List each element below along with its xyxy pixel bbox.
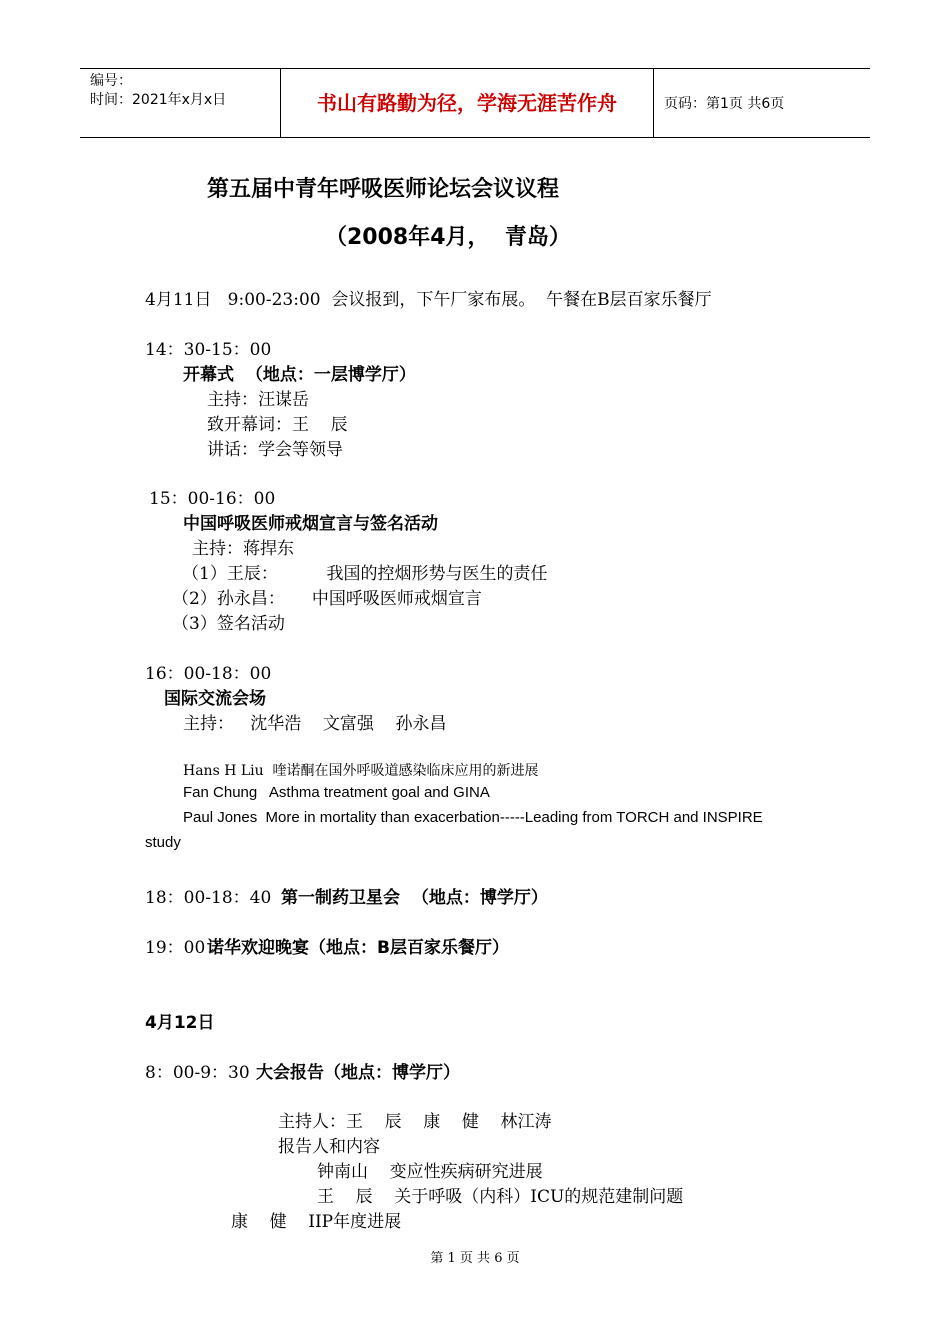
session-host: 主持： 沈华浩 文富强 孙永昌 (183, 714, 447, 734)
report-entry: 王 辰 关于呼吸（内科）ICU的规范建制问题 (317, 1187, 684, 1207)
session-hosts: 主持人：王 辰 康 健 林江涛 (278, 1112, 552, 1132)
page-footer: 第 1 页 共 6 页 (430, 1251, 520, 1266)
header-motto: 书山有路勤为径，学海无涯苦作舟 (281, 69, 654, 137)
report-entry: 康 健 IIP年度进展 (231, 1212, 402, 1232)
report-entry: 钟南山 变应性疾病研究进展 (317, 1162, 543, 1182)
talk-entry: Fan Chung Asthma treatment goal and GINA (183, 784, 490, 801)
talk-entry-continued: study (145, 834, 181, 851)
session-time: 18：00-18：40 (145, 888, 272, 908)
session-time: 15：00-16：00 (149, 489, 276, 509)
time-label: 时间：2021年x月x日 (90, 92, 227, 108)
session-item: （3）签名活动 (172, 614, 285, 634)
header-page-label: 页码：第1页 共6页 (664, 96, 785, 112)
document-subtitle: （2008年4月， 青岛） (325, 225, 571, 250)
session-title: 第一制药卫星会 （地点：博学厅） (281, 888, 548, 908)
session-host: 主持：蒋捍东 (192, 539, 294, 559)
session-speech: 致开幕词：王 辰 (207, 415, 348, 435)
session-time: 16：00-18：00 (145, 664, 272, 684)
session-title: 开幕式 （地点：一层博学厅） (183, 365, 416, 385)
code-label: 编号： (90, 73, 132, 89)
session-title: 大会报告（地点：博学厅） (256, 1063, 460, 1083)
session-title: 国际交流会场 (164, 689, 266, 709)
day2-date: 4月12日 (145, 1013, 215, 1033)
session-title: 诺华欢迎晚宴（地点：B层百家乐餐厅） (207, 938, 509, 958)
document-title: 第五届中青年呼吸医师论坛会议议程 (207, 177, 560, 202)
session-item: （1）王辰： 我国的控烟形势与医生的责任 (182, 564, 548, 584)
session-item: （2）孙永昌： 中国呼吸医师戒烟宣言 (172, 589, 482, 609)
session-time: 19：00 (145, 938, 206, 958)
session-title: 中国呼吸医师戒烟宣言与签名活动 (183, 514, 438, 534)
session-talk: 讲话：学会等领导 (207, 440, 343, 460)
talk-entry: Paul Jones More in mortality than exacerbation-----Leading from TORCH and INSPIRE (183, 809, 763, 826)
page-header (80, 68, 870, 138)
session-host: 主持：汪谋岳 (207, 390, 309, 410)
day1-registration: 4月11日 9:00-23:00 会议报到，下午厂家布展。 午餐在B层百家乐餐厅 (145, 290, 712, 310)
session-time: 8：00-9：30 (145, 1063, 250, 1083)
header-meta (80, 69, 281, 137)
talk-entry: Hans H Liu 喹诺酮在国外呼吸道感染临床应用的新进展 (183, 763, 539, 779)
session-reports-heading: 报告人和内容 (278, 1137, 380, 1157)
session-time: 14：30-15：00 (145, 340, 272, 360)
